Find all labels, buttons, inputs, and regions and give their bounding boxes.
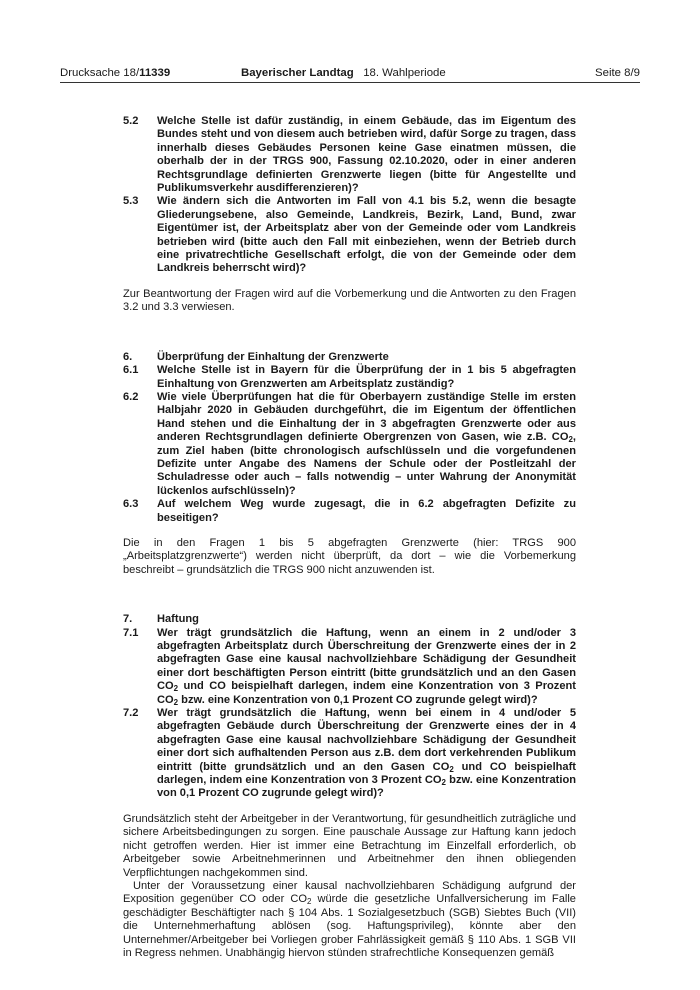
question-text: Auf welchem Weg wurde zugesagt, die in 6.2 abgefragten Defizite zu beseitigen? xyxy=(157,498,576,524)
question-6-2 xyxy=(123,391,576,498)
institution-name: Bayerischer Landtag xyxy=(241,67,354,79)
header-divider xyxy=(60,82,640,83)
question-7-2 xyxy=(123,707,576,801)
section-title: Haftung xyxy=(157,613,199,626)
page-header xyxy=(60,66,640,80)
question-5-2 xyxy=(123,115,576,195)
question-number: 6.2 xyxy=(123,390,139,403)
section-number: 7. xyxy=(123,613,133,626)
document-number: Drucksache 18/11339 xyxy=(60,67,171,79)
question-text: Wer trägt grundsätzlich die Haftung, wenn bei einem in 4 und/oder 5 abgefragten Gebäude durch Überschreitung der Grenzwerte eines der in 4 abgefragten Gase eine kausal nachvollziehbare Schädigung der Gesundheit einer dort sich aufhaltenden Person aus z.B. dem dort verkehrenden Publikum eintritt (bitte grundsätzlich und an den Gasen $CO_2$ und CO beispielhaft darlegen, indem eine Konzentration von 3 Prozent $CO_2$ bzw. eine Konzentration von 0,1 Prozent CO zugrunde gelegt wird)? xyxy=(157,707,576,800)
answer-7-paragraph-1: Grundsätzlich steht der Arbeitgeber in der Verantwortung, für gesundheitlich zuträgliche und sichere Arbeitsbedingungen zu sorgen. Eine pauschale Aussage zur Haftung kann jedoch nicht getroffen werden. Hier ist immer eine Betrachtung im Einzelfall erforderlich, ob Arbeitgeber sowie Arbeitnehmerinnen und Arbeitnehmer den ihnen obliegenden Verpflichtungen nachgekommen sind. xyxy=(123,812,576,879)
question-text: Wer trägt grundsätzlich die Haftung, wenn an einem in 2 und/oder 3 abgefragten Arbeitsplatz durch Überschreitung der Grenzwerte eines der in 2 abgefragten Gase eine kausal nachvollziehbare Schädigung der Gesundheit einer dort beschäftigten Person eintritt (bitte grundsätzlich und an den Gasen $CO_2$ und CO beispielhaft darlegen, indem eine Konzentration von 3 Prozent $CO_2$ bzw. eine Konzentration von 0,1 Prozent CO zugrunde gelegt wird)? xyxy=(157,626,576,707)
question-number: 7.2 xyxy=(123,707,139,720)
question-text: Wie viele Überprüfungen hat die für Oberbayern zuständige Stelle im ersten Halbjahr 2020 in Gebäuden durchgeführt, die im Eigentum der öffentlichen Hand stehen und die Einhaltung der in 3 abgefragten Grenzwerte oder aus anderen Rechtsgrundlagen definierte Obergrenzen von Gasen, wie z.B. $CO_2$, zum Ziel haben (bitte chronologisch aufschlüsseln und die vorgefundenen Defizite unter Angabe des Namens der Schule oder der Postleitzahl der Schuladresse oder auch – falls notwendig – unter Wahrung der Anonymität lückenlos aufschlüsseln)? xyxy=(157,390,576,497)
document-body xyxy=(123,115,576,960)
question-text: Welche Stelle ist dafür zuständig, in einem Gebäude, das im Eigentum des Bundes steht und von diesem auch betrieben wird, dafür Sorge zu tragen, dass innerhalb dieses Gebäudes Personen keine Gase einatmen müssen, die oberhalb der in der TRGS 900, Fassung 02.10.2020, oder in einer anderen Rechtsgrundlage definierten Grenzwerte liegen (bitte für Angestellte und Publikumsverkehr ausdifferenzieren)? xyxy=(157,115,576,195)
question-number: 6.1 xyxy=(123,364,139,377)
answer-7-paragraph-2: Unter der Voraussetzung einer kausal nachvollziehbaren Schädigung aufgrund der Exposition gegenüber CO oder $CO_2$ würde die gesetzliche Unfallversicherung im Falle geschädigter Beschäftigter nach § 104 Abs. 1 Sozialgesetzbuch (SGB) Siebtes Buch (VII) die Unternehmerhaftung ablösen (sog. Haftungsprivileg), könnte aber den Unternehmer/Arbeitgeber bei Vorliegen grober Fahrlässigkeit gemäß § 110 Abs. 1 SGB VII in Regress nehmen. Unabhängig hiervon stünden strafrechtliche Konsequenzen gemäß xyxy=(123,879,576,959)
section-6-heading xyxy=(123,351,576,364)
question-6-3 xyxy=(123,498,576,525)
legislative-period: 18. Wahlperiode xyxy=(363,67,446,79)
section-number: 6. xyxy=(123,350,133,363)
question-5-3 xyxy=(123,195,576,275)
question-number: 5.3 xyxy=(123,195,139,208)
answer-6: Die in den Fragen 1 bis 5 abgefragten Grenzwerte (hier: TRGS 900 „Arbeitsplatzgrenzwerte“) werden nicht überprüft, da dort – wie die Vorbemerkung beschreibt – grundsätzlich die TRGS 900 nicht anzuwenden ist. xyxy=(123,536,576,576)
parliament-period xyxy=(241,66,446,80)
answer-5: Zur Beantwortung der Fragen wird auf die Vorbemerkung und die Antworten zu den Fragen 3.2 und 3.3 verwiesen. xyxy=(123,287,576,314)
section-title: Überprüfung der Einhaltung der Grenzwerte xyxy=(157,350,389,363)
section-7-heading xyxy=(123,613,576,626)
question-number: 7.1 xyxy=(123,626,139,639)
question-6-1 xyxy=(123,364,576,391)
page-number: Seite 8/9 xyxy=(595,67,640,79)
question-text: Welche Stelle ist in Bayern für die Überprüfung der in 1 bis 5 abgefragten Einhaltung von Grenzwerten am Arbeitsplatz zuständig? xyxy=(157,364,576,390)
question-7-1 xyxy=(123,627,576,707)
question-number: 6.3 xyxy=(123,498,139,511)
question-text: Wie ändern sich die Antworten im Fall von 4.1 bis 5.2, wenn die besagte Gliederungsebene, also Gemeinde, Landkreis, Bezirk, Land, Bund, zwar Eigentümer ist, der Arbeitsplatz aber von der Gemeinde oder vom Landkreis betrieben wird (bitte auch den Fall mit einbeziehen, wenn der Betrieb durch eine privatrechtliche Gesellschaft erfolgt, die von der Gemeinde oder dem Landkreis beherrscht wird)? xyxy=(157,195,576,275)
question-number: 5.2 xyxy=(123,115,139,127)
